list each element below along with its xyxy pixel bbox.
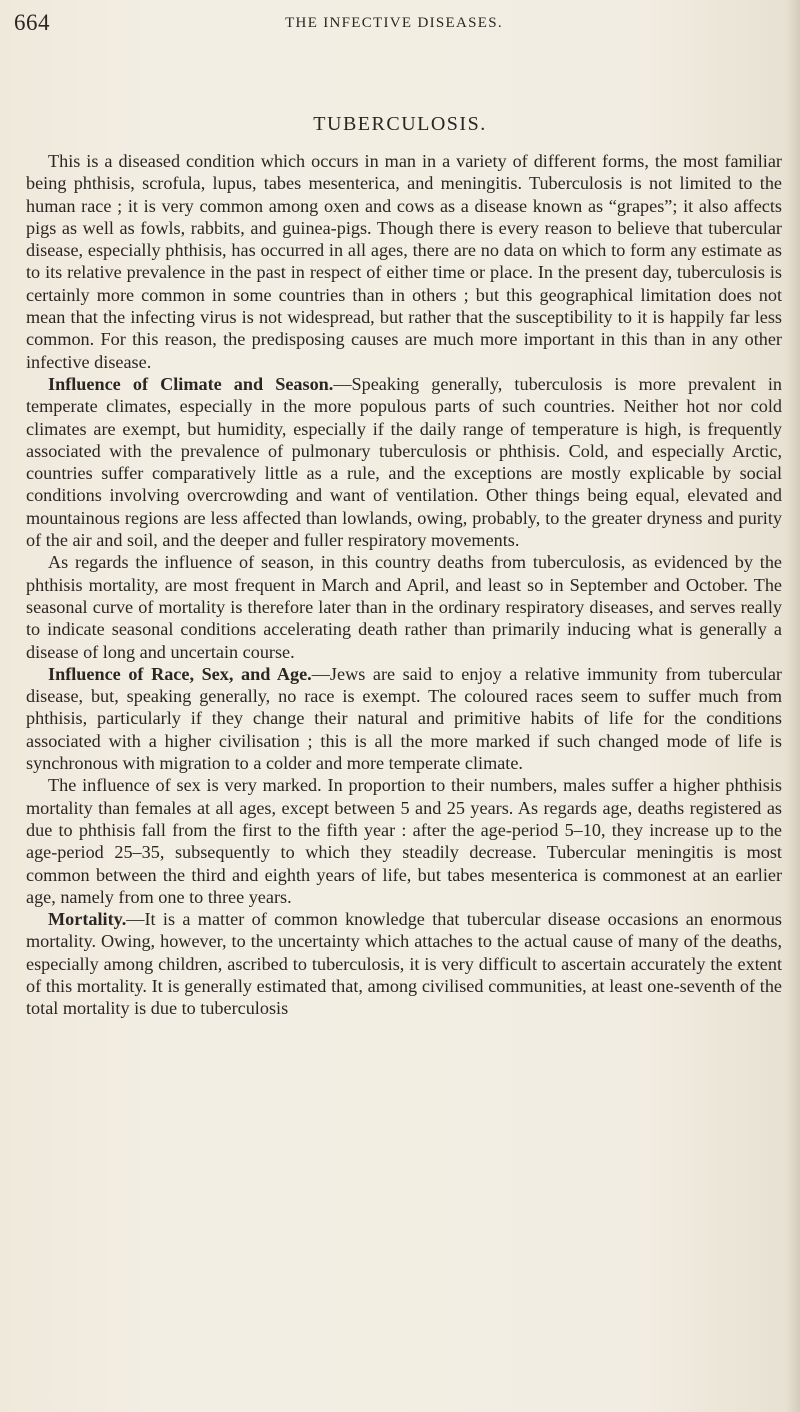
paragraph-heading: Influence of Climate and Season. bbox=[48, 373, 334, 394]
paragraph bbox=[26, 774, 782, 908]
paragraph bbox=[26, 908, 782, 1019]
page-number: 664 bbox=[14, 10, 50, 35]
section-title: TUBERCULOSIS. bbox=[313, 113, 487, 135]
paragraph-heading: Influence of Race, Sex, and Age. bbox=[48, 663, 312, 684]
paragraph-text: —Speaking generally, tuberculosis is more prevalent in temperate climates, especially in the more populous parts of such countries. Neither hot nor cold climates are exempt, but humidity, especially if the daily range of temperature is high, is frequently associated with the prevalence of pulmonary tuberculosis or phthisis. Cold, and especially Arctic, countries suffer comparatively little as a rule, and the exceptions are mostly explicable by social conditions involving overcrowding and want of ventilation. Other things being equal, elevated and mountainous regions are less affected than lowlands, owing, probably, to the greater dryness and purity of the air and soil, and the deeper and fuller respiratory movements. bbox=[26, 373, 782, 551]
section-body bbox=[26, 150, 782, 1020]
page-header bbox=[14, 6, 774, 40]
paragraph bbox=[26, 663, 782, 774]
paragraph-text: This is a diseased condition which occurs in man in a variety of different forms, the most familiar being phthisis, scrofula, lupus, tabes mesenterica, and meningitis. Tuberculosis is not limited to the human race ; it is very common among oxen and cows as a disease known as “grapes”; it also affects pigs as well as fowls, rabbits, and guinea-pigs. Though there is every reason to believe that tubercular disease, especially phthisis, has occurred in all ages, there are no data on which to form any estimate as to its relative prevalence in the past in respect of either time or place. In the present day, tuberculosis is certainly more common in some countries than in others ; but this geographical limitation does not mean that the infecting virus is not widespread, but rather that the susceptibility to it is happily far less common. For this reason, the predisposing causes are much more important in this than in any other infective disease. bbox=[26, 151, 782, 372]
paragraph-text: —It is a matter of common knowledge that tubercular disease occasions an enormous mortality. Owing, however, to the uncertainty which attaches to the actual cause of many of the deaths, especially among children, ascribed to tuberculosis, it is very difficult to ascertain accurately the extent of this mortality. It is generally estimated that, among civilised communities, at least one-seventh of the total mortality is due to tuberculosis bbox=[26, 909, 782, 1019]
paragraph-text: The influence of sex is very marked. In proportion to their numbers, males suffer a higher phthisis mortality than females at all ages, except between 5 and 25 years. As regards age, deaths registered as due to phthisis fall from the first to the fifth year : after the age-period 5–10, they increase up to the age-period 25–35, subsequently to which they steadily decrease. Tubercular meningitis is most common between the third and eighth years of life, but tabes mesenterica is commonest at an earlier age, namely from one to three years. bbox=[26, 775, 782, 907]
paragraph bbox=[26, 551, 782, 662]
page-edge-shadow bbox=[786, 0, 800, 1412]
paragraph-heading: Mortality. bbox=[48, 909, 127, 930]
paragraph bbox=[26, 150, 782, 373]
paragraph-text: —Jews are said to enjoy a relative immunity from tubercular disease, but, speaking generally, no race is exempt. The coloured races seem to suffer much from phthisis, particularly if they change their natural and primitive habits of life for the conditions associated with a higher civilisation ; this is all the more marked if such changed mode of life is synchronous with migration to a colder and more temperate climate. bbox=[26, 663, 782, 774]
running-head: THE INFECTIVE DISEASES. bbox=[285, 15, 503, 31]
paragraph-text: As regards the influence of season, in this country deaths from tuberculosis, as evidenced by the phthisis mortality, are most frequent in March and April, and least so in September and October. The seasonal curve of mortality is therefore later than in the ordinary respiratory diseases, and serves really to indicate seasonal conditions accelerating death rather than primarily inducing what is generally a disease of long and uncertain course. bbox=[26, 552, 782, 662]
paragraph bbox=[26, 373, 782, 551]
